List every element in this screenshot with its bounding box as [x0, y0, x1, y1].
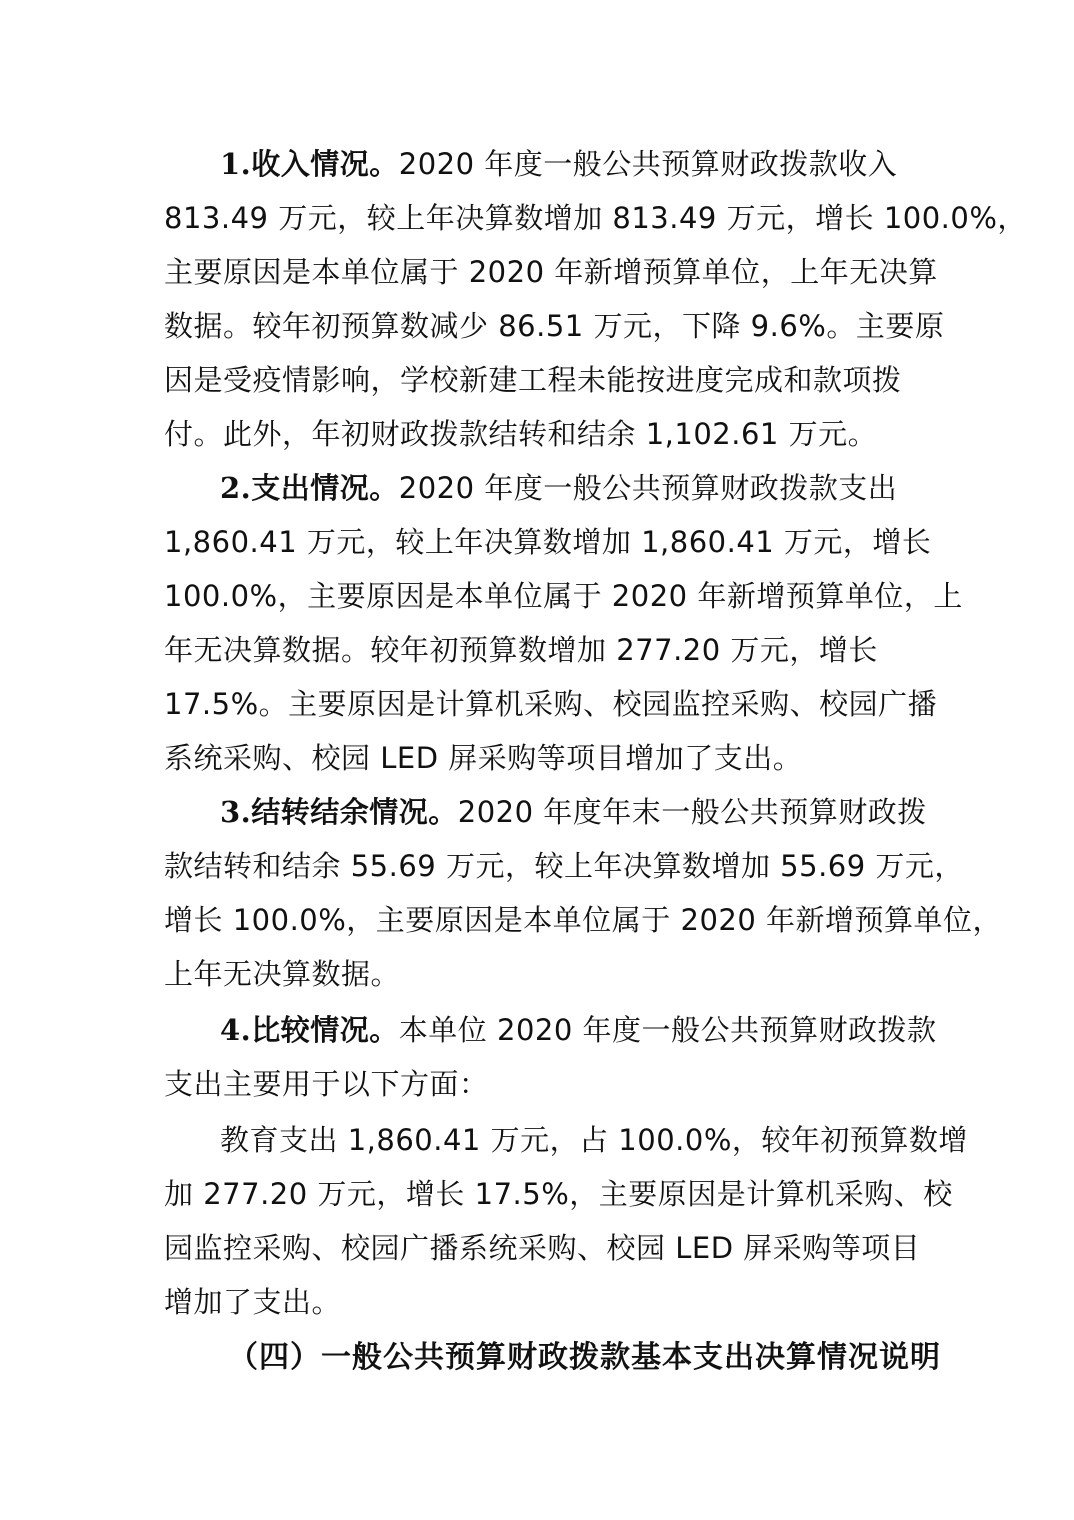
income-text: 2020 年度一般公共预算财政拨款收入: [398, 147, 898, 181]
income-paragraph-line-5: 因是受疫情影响，学校新建工程未能按进度完成和款项拨: [164, 363, 902, 397]
balance-text: 2020 年度年末一般公共预算财政拨: [457, 795, 927, 829]
income-paragraph-line-2: 813.49 万元，较上年决算数增加 813.49 万元，增长 100.0%，: [164, 201, 1027, 235]
expense-heading: 2.支出情况。: [220, 471, 399, 505]
expense-paragraph-line-4: 年无决算数据。较年初预算数增加 277.20 万元，增长: [164, 633, 878, 667]
education-paragraph-line-3: 园监控采购、校园广播系统采购、校园 LED 屏采购等项目: [164, 1231, 921, 1265]
comparison-heading: 4.比较情况。: [220, 1013, 399, 1047]
balance-paragraph-line-1: [220, 794, 927, 830]
education-paragraph-line-1: 教育支出 1,860.41 万元，占 100.0%，较年初预算数增: [220, 1123, 968, 1157]
expense-paragraph-line-6: 系统采购、校园 LED 屏采购等项目增加了支出。: [164, 741, 803, 775]
balance-paragraph-line-2: 款结转和结余 55.69 万元，较上年决算数增加 55.69 万元，: [164, 849, 964, 883]
balance-heading: 3.结转结余情况。: [220, 795, 458, 829]
income-paragraph-line-3: 主要原因是本单位属于 2020 年新增预算单位，上年无决算: [164, 255, 938, 289]
income-paragraph-line-6: 付。此外，年初财政拨款结转和结余 1,102.61 万元。: [164, 417, 878, 451]
income-heading: 1.收入情况。: [220, 147, 399, 181]
balance-paragraph-line-3: 增长 100.0%，主要原因是本单位属于 2020 年新增预算单位，: [164, 903, 1003, 937]
education-paragraph-line-2: 加 277.20 万元，增长 17.5%，主要原因是计算机采购、校: [164, 1177, 953, 1211]
balance-paragraph-line-4: 上年无决算数据。: [164, 957, 401, 991]
comparison-paragraph-line-1: [220, 1012, 937, 1048]
section-heading-four: （四）一般公共预算财政拨款基本支出决算情况说明: [228, 1340, 941, 1375]
expense-paragraph-line-1: [220, 470, 897, 506]
income-paragraph-line-4: 数据。较年初预算数减少 86.51 万元，下降 9.6%。主要原: [164, 309, 945, 343]
income-paragraph-line-1: [220, 146, 897, 182]
expense-paragraph-line-2: 1,860.41 万元，较上年决算数增加 1,860.41 万元，增长: [164, 525, 932, 559]
expense-text: 2020 年度一般公共预算财政拨款支出: [398, 471, 898, 505]
expense-paragraph-line-3: 100.0%，主要原因是本单位属于 2020 年新增预算单位，上: [164, 579, 963, 613]
expense-paragraph-line-5: 17.5%。主要原因是计算机采购、校园监控采购、校园广播: [164, 687, 938, 721]
education-paragraph-line-4: 增加了支出。: [164, 1285, 342, 1319]
comparison-text: 本单位 2020 年度一般公共预算财政拨款: [398, 1013, 937, 1047]
comparison-paragraph-line-2: 支出主要用于以下方面：: [164, 1067, 489, 1101]
